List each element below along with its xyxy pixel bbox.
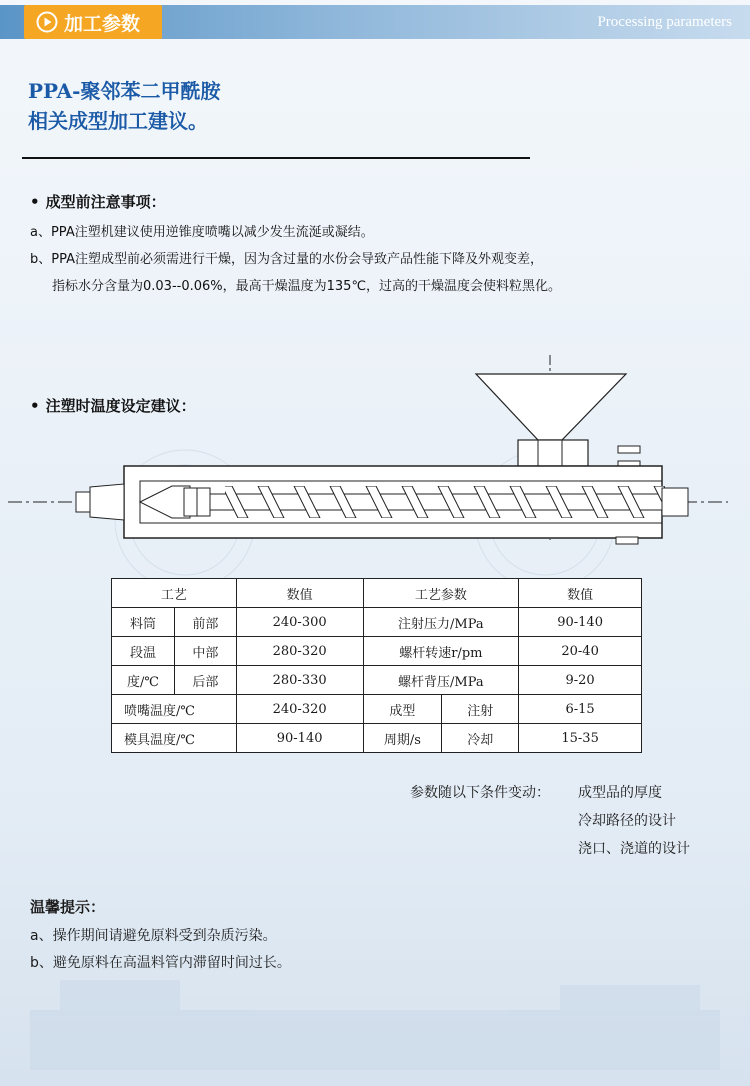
cycle-label-cell: 成型	[363, 695, 442, 724]
note-a: a、PPA注塑机建议使用逆锥度喷嘴以减少发生流涎或凝结。	[30, 225, 374, 240]
param-value-cell: 20-40	[519, 637, 642, 666]
title-divider	[22, 157, 530, 159]
barrel-label-cell: 料筒	[112, 608, 175, 637]
page-title-line-1: PPA-聚邻苯二甲酰胺	[28, 79, 221, 103]
conditions-label: 参数随以下条件变动：	[410, 785, 550, 801]
page-title-line-2: 相关成型加工建议。	[28, 109, 208, 133]
cool-value-cell: 15-35	[519, 724, 642, 753]
mold-temp-label: 模具温度/℃	[112, 724, 237, 753]
inject-value-cell: 6-15	[519, 695, 642, 724]
value-cell: 240-300	[236, 608, 363, 637]
table-header-cell: 工艺参数	[363, 579, 519, 608]
header-subtitle: Processing parameters	[597, 14, 732, 30]
cycle-label-cell: 周期/s	[363, 724, 442, 753]
zone-cell: 前部	[174, 608, 236, 637]
tip-item: a、操作期间请避免原料受到杂质污染。	[30, 928, 277, 944]
table-header-cell: 数值	[236, 579, 363, 608]
barrel-label-cell: 度/℃	[112, 666, 175, 695]
tip-item: b、避免原料在高温料管内滞留时间过长。	[30, 955, 291, 971]
param-cell: 螺杆背压/MPa	[363, 666, 519, 695]
note-b-continued: 指标水分含量为0.03--0.06%，最高干燥温度为135℃，过高的干燥温度会使料粒黑化。	[52, 279, 562, 294]
zone-cell: 后部	[174, 666, 236, 695]
table-row	[112, 695, 642, 724]
cool-label-cell: 冷却	[442, 724, 519, 753]
tips-heading: 温馨提示：	[30, 898, 106, 916]
table-header-cell: 数值	[519, 579, 642, 608]
nozzle-temp-value: 240-320	[236, 695, 363, 724]
barrel-label-cell: 段温	[112, 637, 175, 666]
value-cell: 280-320	[236, 637, 363, 666]
value-cell: 280-330	[236, 666, 363, 695]
param-value-cell: 9-20	[519, 666, 642, 695]
table-row	[112, 608, 642, 637]
param-cell: 螺杆转速r/pm	[363, 637, 519, 666]
condition-item: 浇口、浇道的设计	[578, 841, 690, 857]
table-header-row	[112, 579, 642, 608]
pre-molding-heading	[30, 191, 166, 212]
header-tab	[24, 5, 162, 39]
injection-screw-diagram	[0, 350, 750, 570]
process-parameters-table	[111, 578, 642, 753]
page-title	[28, 76, 220, 136]
nozzle-temp-label: 喷嘴温度/℃	[112, 695, 237, 724]
condition-item: 成型品的厚度	[578, 785, 662, 801]
condition-item: 冷却路径的设计	[578, 813, 676, 829]
table-row	[112, 637, 642, 666]
bullet: •	[30, 397, 40, 415]
pre-molding-heading-text: 成型前注意事项：	[45, 193, 166, 211]
bullet: •	[30, 193, 40, 211]
header-tab-label: 加工参数	[64, 12, 141, 35]
note-b: b、PPA注塑成型前必须需进行干燥，因为含过量的水份会导致产品性能下降及外观变差，	[30, 252, 543, 267]
param-cell: 注射压力/MPa	[363, 608, 519, 637]
header-bar	[0, 5, 750, 39]
temperature-heading-text: 注塑时温度设定建议：	[45, 397, 196, 415]
play-circle-icon	[36, 11, 58, 33]
inject-label-cell: 注射	[442, 695, 519, 724]
table-header-cell: 工艺	[112, 579, 237, 608]
table-row	[112, 666, 642, 695]
zone-cell: 中部	[174, 637, 236, 666]
table-row	[112, 724, 642, 753]
param-value-cell: 90-140	[519, 608, 642, 637]
mold-temp-value: 90-140	[236, 724, 363, 753]
